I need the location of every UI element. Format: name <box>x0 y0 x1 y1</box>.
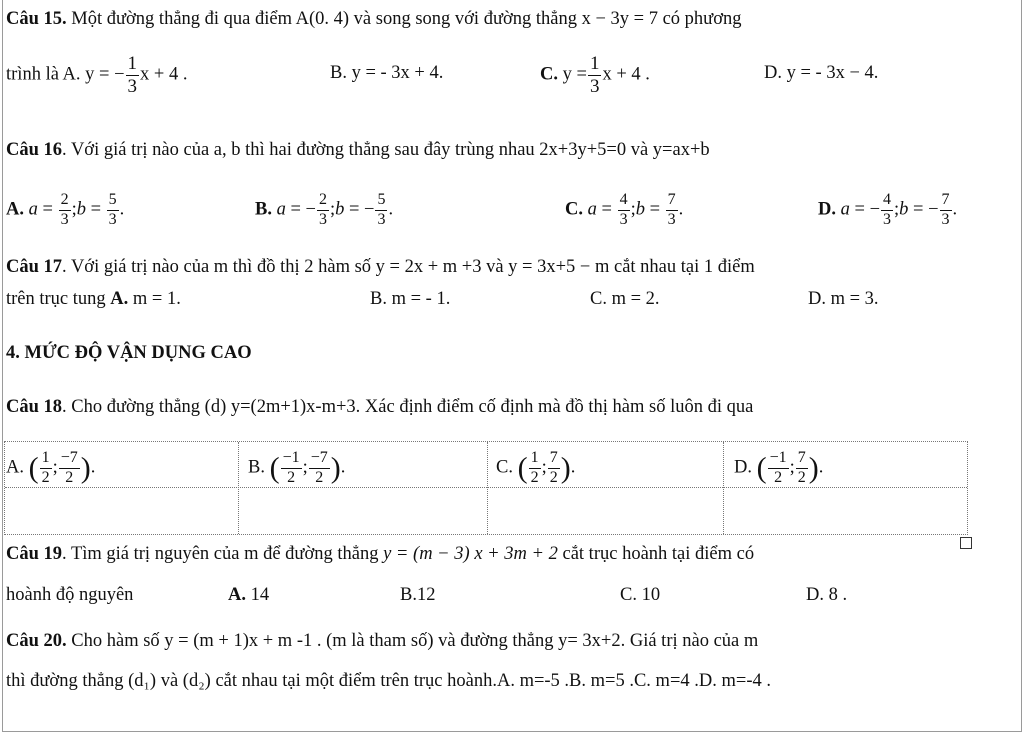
q20-line2 <box>6 672 771 691</box>
fraction: $\frac{4}{3}$ <box>883 191 891 228</box>
q16-label: Câu 16 <box>6 140 63 160</box>
q18-line1 <box>6 398 753 417</box>
q15-option-b: B. y = - 3x + 4. <box>330 63 444 83</box>
q19-cont: hoành độ nguyên <box>6 585 134 605</box>
q16-option-d: D. a = − $\frac{4}{3}$ ;b = − $\frac{7}{3}$ . <box>818 191 958 228</box>
fraction: $\frac{2}{3}$ <box>60 191 69 228</box>
q19-label: Câu 19 <box>6 544 63 564</box>
q15-option-a-fraction: $\frac{1}{3}$ <box>127 53 138 97</box>
fraction: $\frac{7}{2}$ <box>549 449 558 486</box>
q19-text: . Tìm giá trị nguyên của m để đường thẳng <box>62 544 384 564</box>
section-heading: 4. MỨC ĐỘ VẬN DỤNG CAO <box>6 343 252 363</box>
q17-option-b: B. m = - 1. <box>370 289 451 309</box>
fraction: $\frac{5}{3}$ <box>377 191 386 228</box>
q15-text: Một đường thẳng đi qua điểm A(0. 4) và song song với đường thẳng x − 3y = 7 có phương <box>66 9 742 29</box>
q18-label: Câu 18 <box>6 397 63 417</box>
q18-text: . Cho đường thẳng (d) y=(2m+1)x-m+3. Xác định điểm cố định mà đồ thị hàm số luôn đi qua <box>62 397 754 417</box>
fraction: $\frac{1}{2}$ <box>41 449 50 486</box>
q19-option-c: C. 10 <box>620 585 661 605</box>
q15-line2 <box>6 54 187 97</box>
fraction: $\frac{5}{3}$ <box>108 191 117 228</box>
q18-option-b: B. ( $\frac{-1}{2}$ ; $\frac{-7}{2}$ ). <box>248 449 346 486</box>
q20-cont: thì đường thẳng (d₁) và (d₂) cắt nhau tại một điểm trên trục hoành.A. m=-5 .B. m=5 .C. m=4 .D. m=-4 . <box>6 671 771 691</box>
q15-label: Câu 15. <box>6 9 67 29</box>
q17-option-c: C. m = 2. <box>590 289 660 309</box>
q19-option-b: B.12 <box>400 585 436 605</box>
q19-text2: cắt trục hoành tại điểm có <box>557 544 755 564</box>
q17-cont: trên trục tung <box>6 289 111 309</box>
q18-option-a: A. ( $\frac{1}{2}$ ; $\frac{-7}{2}$ ). <box>6 449 96 486</box>
glyph-box <box>960 537 972 549</box>
fraction: $\frac{7}{3}$ <box>941 191 950 228</box>
q16-line1 <box>6 141 710 160</box>
q17-line1 <box>6 258 755 277</box>
q15-option-d: D. y = - 3x − 4. <box>764 63 879 83</box>
q15-option-c-fraction: $\frac{1}{3}$ <box>589 53 600 97</box>
fraction: $\frac{4}{3}$ <box>619 191 628 228</box>
q17-line2: trên trục tung A. m = 1. <box>6 289 181 309</box>
q15-option-a-post: x + 4 . <box>140 64 188 85</box>
fraction: $\frac{-7}{2}$ <box>60 449 78 486</box>
q15-option-c: C. y = $\frac{1}{3}$ x + 4 . <box>540 53 650 97</box>
q19-option-d: D. 8 . <box>806 585 848 605</box>
q18-option-c: C. ( $\frac{1}{2}$ ; $\frac{7}{2}$ ). <box>496 449 576 486</box>
fraction: $\frac{-7}{2}$ <box>310 449 328 486</box>
q16-option-b: B. a = − $\frac{2}{3}$ ;b = − $\frac{5}{3}$ . <box>255 191 394 228</box>
q15-line1 <box>6 10 742 29</box>
q17-option-d: D. m = 3. <box>808 289 879 309</box>
q15-option-a-pre: y = − <box>85 64 125 85</box>
q20-text: Cho hàm số y = (m + 1)x + m -1 . (m là tham số) và đường thẳng y= 3x+2. Giá trị nào của m <box>66 631 759 651</box>
q19-line1 <box>6 545 754 564</box>
q16-option-a: A. a = $\frac{2}{3}$ ;b = $\frac{5}{3}$ . <box>6 191 125 228</box>
page-frame <box>2 0 1022 732</box>
q19-formula: y = (m − 3) x + 3m + 2 <box>383 544 558 564</box>
fraction: $\frac{7}{3}$ <box>667 191 676 228</box>
fraction: $\frac{-1}{2}$ <box>769 449 787 486</box>
fraction: $\frac{2}{3}$ <box>318 191 327 228</box>
q17-label: Câu 17 <box>6 257 63 277</box>
q16-option-c: C. a = $\frac{4}{3}$ ;b = $\frac{7}{3}$ . <box>565 191 684 228</box>
q16-text: . Với giá trị nào của a, b thì hai đường thẳng sau đây trùng nhau 2x+3y+5=0 và y=ax+b <box>62 140 710 160</box>
fraction: $\frac{1}{2}$ <box>530 449 539 486</box>
fraction: $\frac{-1}{2}$ <box>282 449 300 486</box>
q19-line2 <box>6 586 133 605</box>
q17-option-a: m = 1. <box>128 289 181 309</box>
q20-label: Câu 20. <box>6 631 67 651</box>
q19-option-a: A. 14 <box>228 585 270 605</box>
q18-option-d: D. ( $\frac{-1}{2}$ ; $\frac{7}{2}$ ). <box>734 449 824 486</box>
fraction: $\frac{7}{2}$ <box>797 449 806 486</box>
q17-text: . Với giá trị nào của m thì đồ thị 2 hàm số y = 2x + m +3 và y = 3x+5 − m cắt nhau tại 1 điểm <box>62 257 755 277</box>
q20-line1 <box>6 632 758 651</box>
q15-cont: trình là A. <box>6 64 86 85</box>
